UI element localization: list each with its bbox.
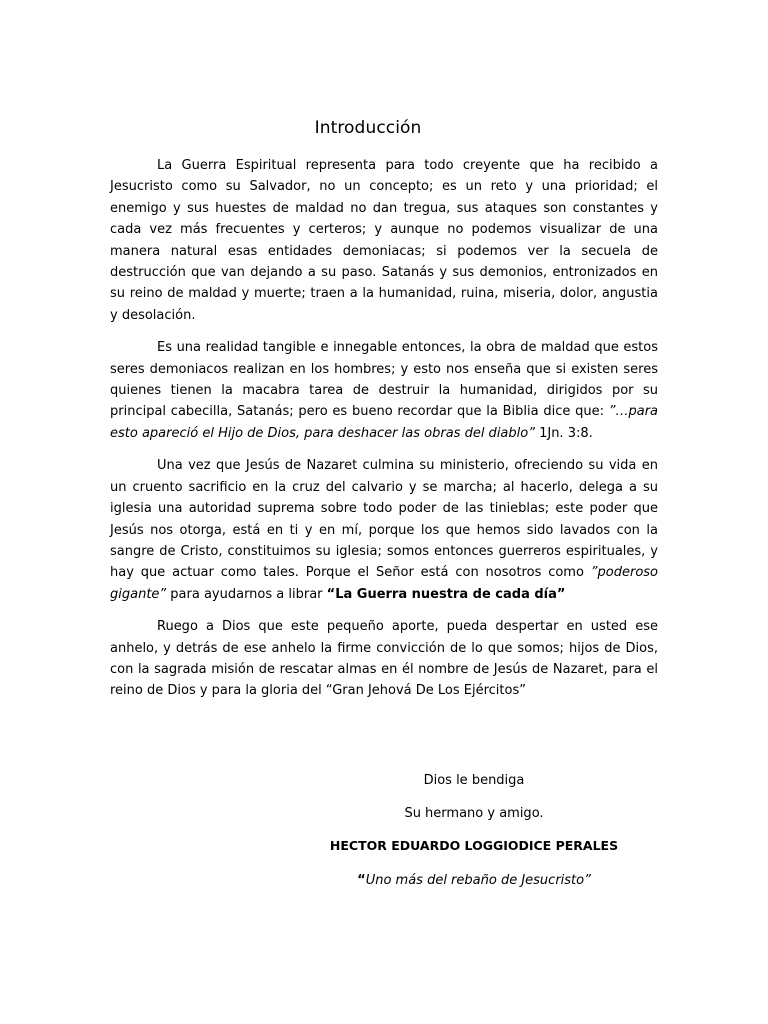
paragraph-2 <box>110 337 658 444</box>
paragraph-2-text: Es una realidad tangible e innegable entonces, la obra de maldad que estos seres demoniacos realizan en los hombres; y esto nos enseña que si existen seres quienes tienen la macabra tarea de destruir la humanidad, dirigidos por su principal cabecilla, Satanás; pero es bueno recordar que la Biblia dice que: <box>110 340 658 420</box>
body-text <box>110 155 658 713</box>
book-title: “La Guerra nuestra de cada día” <box>326 586 566 602</box>
paragraph-3 <box>110 455 658 605</box>
paragraph-4: Ruego a Dios que este pequeño aporte, pueda despertar en usted ese anhelo, y detrás de ese anhelo la firme convicción de lo que somos; hijos de Dios, con la sagrada misión de rescatar almas en él nombre de Jesús de Nazaret, para el reino de Dios y para la gloria del “Gran Jehová De Los Ejércitos” <box>110 619 658 699</box>
bible-quote: ”…para esto apareció el Hijo de Dios, para deshacer las obras del diablo” <box>110 404 658 441</box>
page-title: Introducción <box>314 118 422 138</box>
paragraph-3-mid: para ayudarnos a librar <box>166 586 327 602</box>
closing-brother: Su hermano y amigo. <box>404 806 544 821</box>
author-name: HECTOR EDUARDO LOGGIODICE PERALES <box>329 838 619 853</box>
motto-text: Uno más del rebaño de Jesucristo” <box>365 873 591 888</box>
paragraph-1: La Guerra Espiritual representa para todo creyente que ha recibido a Jesucristo como su Salvador, no un concepto; es un reto y una prioridad; el enemigo y sus huestes de maldad no dan tregua, sus ataques son constantes y cada vez más frecuentes y certeros; y aunque no podemos visualizar de una manera natural esas entidades demoniacas; si podemos ver la secuela de destrucción que van dejando a su paso. Satanás y sus demonios, entronizados en su reino de maldad y muerte; traen a la humanidad, ruina, miseria, dolor, angustia y desolación. <box>110 158 658 323</box>
paragraph-3-quote: ”poderoso gigante” <box>110 565 658 602</box>
paragraph-3-text: Una vez que Jesús de Nazaret culmina su ministerio, ofreciendo su vida en un cruento sacrificio en la cruz del calvario y se marcha; al hacerlo, delega a su iglesia una autoridad suprema sobre todo poder de las tinieblas; este poder que Jesús nos otorga, está en ti y en mí, porque los que hemos sido lavados con la sangre de Cristo, constituimos su iglesia; somos entonces guerreros espirituales, y hay que actuar como tales. Porque el Señor está con nosotros como <box>110 458 658 581</box>
closing-blessing: Dios le bendiga <box>423 773 525 788</box>
author-motto <box>0 873 768 888</box>
bible-reference: 1Jn. 3:8. <box>534 425 593 441</box>
motto-open-quote: “ <box>357 873 366 888</box>
